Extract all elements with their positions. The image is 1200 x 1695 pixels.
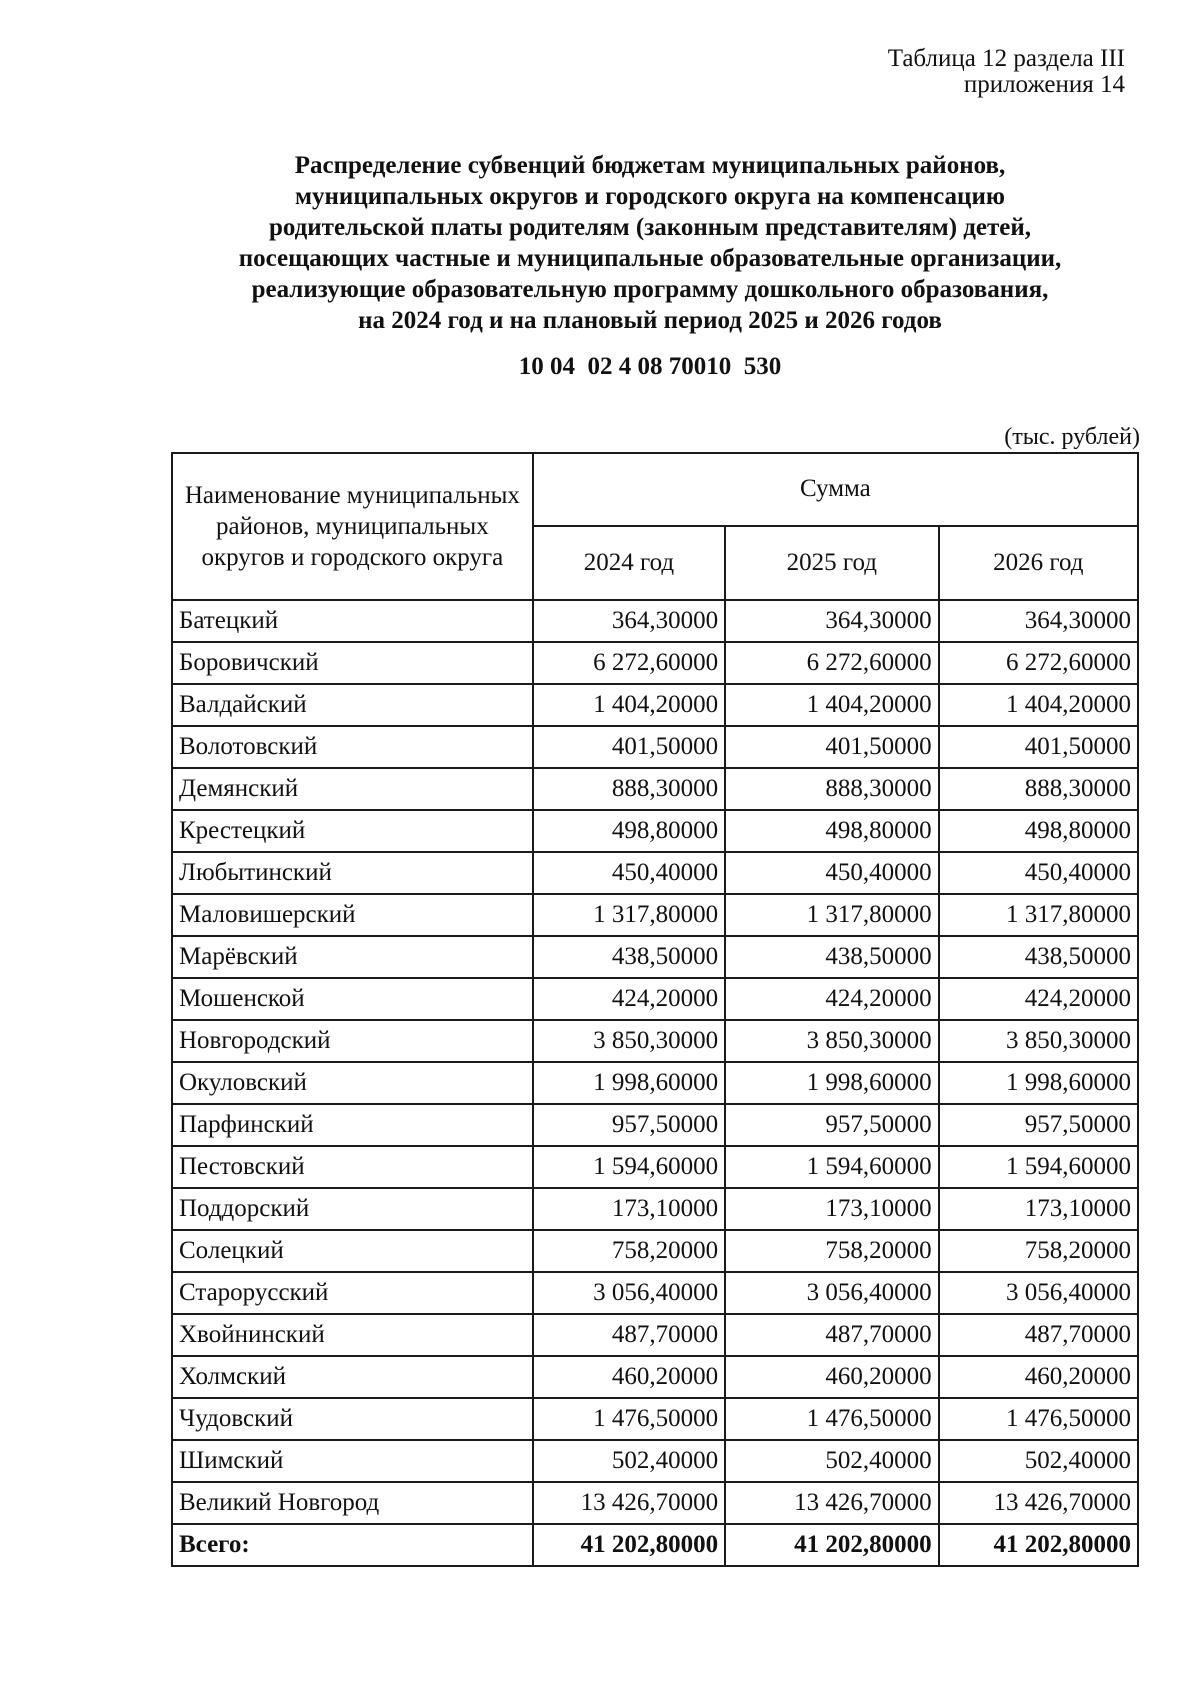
amount-2025: 3 056,40000 (725, 1272, 938, 1314)
amount-2026: 3 850,30000 (939, 1020, 1138, 1062)
table-row (172, 600, 1138, 642)
table-row (172, 642, 1138, 684)
total-2024: 41 202,80000 (533, 1524, 725, 1566)
units-label: (тыс. рублей) (1004, 424, 1140, 450)
amount-2026: 173,10000 (939, 1188, 1138, 1230)
amount-2026: 758,20000 (939, 1230, 1138, 1272)
district-name: Старорусский (172, 1272, 533, 1314)
amount-2025: 1 998,60000 (725, 1062, 938, 1104)
amount-2025: 1 476,50000 (725, 1398, 938, 1440)
document-reference (888, 46, 1125, 98)
district-name: Марёвский (172, 936, 533, 978)
table-row (172, 810, 1138, 852)
amount-2024: 3 056,40000 (533, 1272, 725, 1314)
amount-2024: 1 594,60000 (533, 1146, 725, 1188)
amount-2025: 401,50000 (725, 726, 938, 768)
amount-2024: 758,20000 (533, 1230, 725, 1272)
year-header-2026: 2026 год (939, 526, 1138, 600)
amount-2024: 6 272,60000 (533, 642, 725, 684)
total-row (172, 1524, 1138, 1566)
budget-code: 10 04 02 4 08 70010 530 (518, 353, 782, 380)
amount-2026: 1 404,20000 (939, 684, 1138, 726)
amount-2025: 487,70000 (725, 1314, 938, 1356)
district-name: Волотовский (172, 726, 533, 768)
table-row (172, 768, 1138, 810)
year-header-2024: 2024 год (533, 526, 725, 600)
district-name: Шимский (172, 1440, 533, 1482)
amount-2026: 1 594,60000 (939, 1146, 1138, 1188)
district-name: Новгородский (172, 1020, 533, 1062)
district-name: Батецкий (172, 600, 533, 642)
amount-2026: 6 272,60000 (939, 642, 1138, 684)
amount-2024: 401,50000 (533, 726, 725, 768)
total-2025: 41 202,80000 (725, 1524, 938, 1566)
table-row (172, 1230, 1138, 1272)
title-line: на 2024 год и на плановый период 2025 и 2026 годов (358, 307, 942, 334)
total-2026: 41 202,80000 (939, 1524, 1138, 1566)
table-row (172, 936, 1138, 978)
amount-2025: 364,30000 (725, 600, 938, 642)
title-line: реализующие образовательную программу дошкольного образования, (251, 276, 1049, 303)
table-row (172, 1062, 1138, 1104)
amount-2026: 487,70000 (939, 1314, 1138, 1356)
amount-2026: 1 998,60000 (939, 1062, 1138, 1104)
district-name: Чудовский (172, 1398, 533, 1440)
amount-2026: 957,50000 (939, 1104, 1138, 1146)
annex-reference: приложения 14 (963, 71, 1125, 98)
table-row (172, 1482, 1138, 1524)
amount-2024: 888,30000 (533, 768, 725, 810)
amount-2026: 13 426,70000 (939, 1482, 1138, 1524)
amount-2024: 424,20000 (533, 978, 725, 1020)
table-body (172, 600, 1138, 1566)
document-title (150, 150, 1150, 336)
table-row (172, 1020, 1138, 1062)
district-name: Парфинский (172, 1104, 533, 1146)
table-reference: Таблица 12 раздела III (887, 45, 1125, 72)
amount-2024: 502,40000 (533, 1440, 725, 1482)
table-row (172, 1272, 1138, 1314)
amount-2026: 450,40000 (939, 852, 1138, 894)
amount-2025: 1 594,60000 (725, 1146, 938, 1188)
table-row (172, 1314, 1138, 1356)
table-row (172, 1188, 1138, 1230)
amount-2025: 758,20000 (725, 1230, 938, 1272)
subvention-table (171, 452, 1139, 1567)
amount-2025: 1 317,80000 (725, 894, 938, 936)
amount-2025: 438,50000 (725, 936, 938, 978)
table-row (172, 852, 1138, 894)
amount-2026: 460,20000 (939, 1356, 1138, 1398)
district-name: Валдайский (172, 684, 533, 726)
amount-2024: 957,50000 (533, 1104, 725, 1146)
table-row (172, 894, 1138, 936)
amount-2025: 3 850,30000 (725, 1020, 938, 1062)
amount-2026: 498,80000 (939, 810, 1138, 852)
amount-2024: 1 476,50000 (533, 1398, 725, 1440)
district-name: Поддорский (172, 1188, 533, 1230)
district-name: Холмский (172, 1356, 533, 1398)
amount-2024: 438,50000 (533, 936, 725, 978)
district-name: Великий Новгород (172, 1482, 533, 1524)
district-name: Пестовский (172, 1146, 533, 1188)
amount-2025: 502,40000 (725, 1440, 938, 1482)
amount-2025: 957,50000 (725, 1104, 938, 1146)
table-row (172, 1146, 1138, 1188)
district-name: Любытинский (172, 852, 533, 894)
district-name: Крестецкий (172, 810, 533, 852)
amount-2024: 1 404,20000 (533, 684, 725, 726)
amount-2025: 13 426,70000 (725, 1482, 938, 1524)
year-header-2025: 2025 год (725, 526, 938, 600)
district-name: Демянский (172, 768, 533, 810)
district-name: Солецкий (172, 1230, 533, 1272)
amount-2025: 1 404,20000 (725, 684, 938, 726)
title-line: Распределение субвенций бюджетам муниципальных районов, (294, 152, 1006, 179)
table-row (172, 1440, 1138, 1482)
district-name: Мошенской (172, 978, 533, 1020)
total-label: Всего: (172, 1524, 533, 1566)
amount-2025: 424,20000 (725, 978, 938, 1020)
table-row (172, 684, 1138, 726)
amount-2026: 1 476,50000 (939, 1398, 1138, 1440)
amount-2024: 498,80000 (533, 810, 725, 852)
title-line: муниципальных округов и городского округа на компенсацию (295, 183, 1005, 210)
amount-2024: 13 426,70000 (533, 1482, 725, 1524)
amount-2024: 1 998,60000 (533, 1062, 725, 1104)
amount-2025: 460,20000 (725, 1356, 938, 1398)
amount-2026: 3 056,40000 (939, 1272, 1138, 1314)
amount-2024: 1 317,80000 (533, 894, 725, 936)
amount-2024: 173,10000 (533, 1188, 725, 1230)
amount-2025: 6 272,60000 (725, 642, 938, 684)
name-column-header: Наименование муниципальных районов, муниципальных округов и городского округа (172, 453, 533, 600)
table-row (172, 1398, 1138, 1440)
district-name: Окуловский (172, 1062, 533, 1104)
amount-2026: 364,30000 (939, 600, 1138, 642)
amount-2024: 460,20000 (533, 1356, 725, 1398)
title-line: родительской платы родителям (законным представителям) детей, (268, 214, 1032, 241)
amount-2026: 438,50000 (939, 936, 1138, 978)
table-row (172, 1104, 1138, 1146)
table-row (172, 978, 1138, 1020)
amount-2024: 3 850,30000 (533, 1020, 725, 1062)
district-name: Хвойнинский (172, 1314, 533, 1356)
amount-2025: 498,80000 (725, 810, 938, 852)
amount-2026: 401,50000 (939, 726, 1138, 768)
amount-2025: 450,40000 (725, 852, 938, 894)
table-row (172, 1356, 1138, 1398)
title-line: посещающих частные и муниципальные образовательные организации, (238, 245, 1062, 272)
district-name: Боровичский (172, 642, 533, 684)
sum-column-header: Сумма (533, 453, 1138, 526)
amount-2026: 1 317,80000 (939, 894, 1138, 936)
amount-2026: 502,40000 (939, 1440, 1138, 1482)
amount-2024: 487,70000 (533, 1314, 725, 1356)
amount-2024: 450,40000 (533, 852, 725, 894)
amount-2026: 424,20000 (939, 978, 1138, 1020)
table-row (172, 726, 1138, 768)
amount-2026: 888,30000 (939, 768, 1138, 810)
amount-2025: 888,30000 (725, 768, 938, 810)
district-name: Маловишерский (172, 894, 533, 936)
amount-2024: 364,30000 (533, 600, 725, 642)
amount-2025: 173,10000 (725, 1188, 938, 1230)
